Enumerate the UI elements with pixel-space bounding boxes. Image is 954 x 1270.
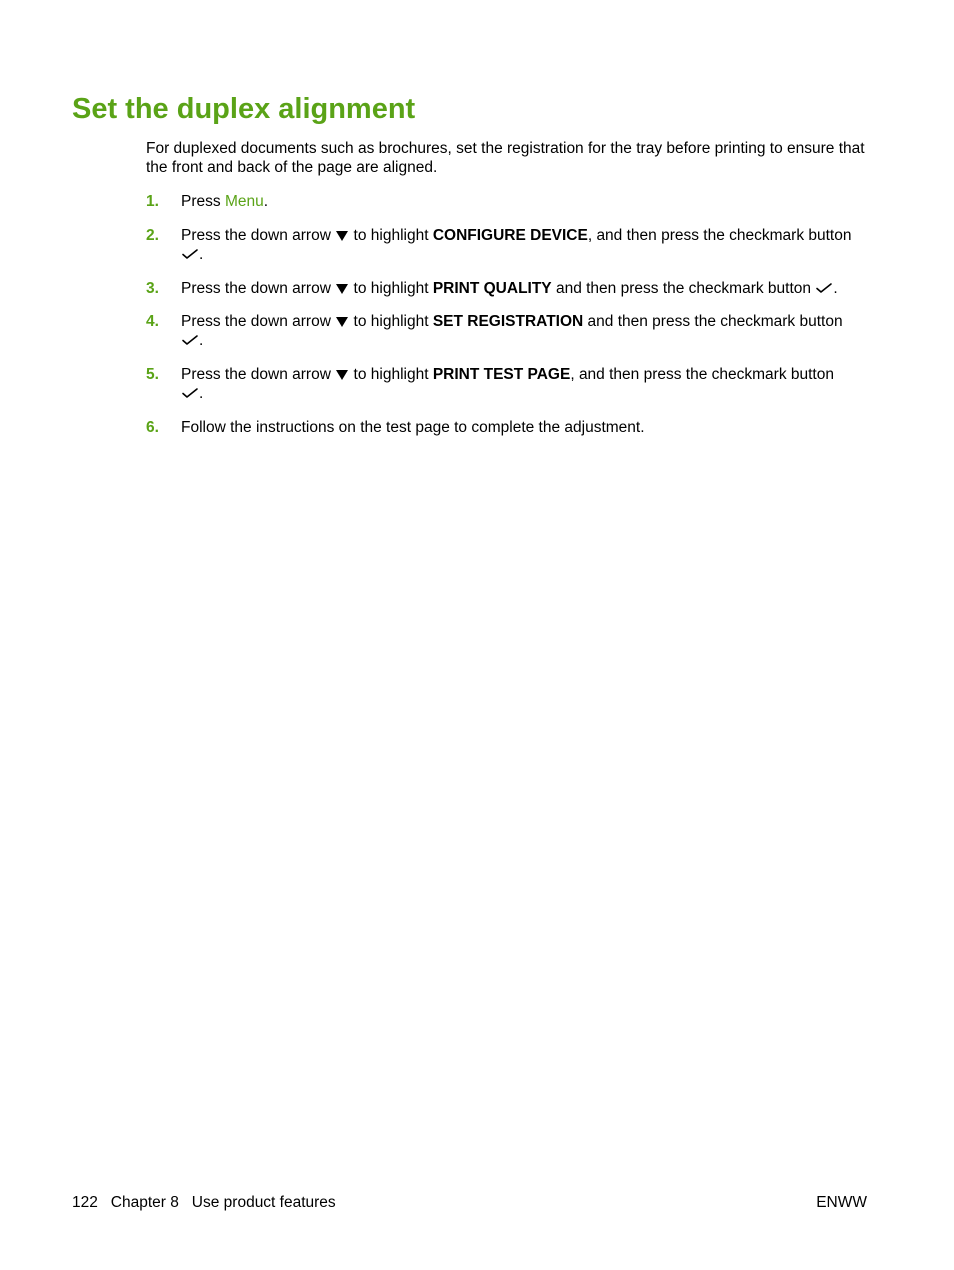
step-text-post: , and then press the checkmark button — [570, 366, 834, 383]
step-text-pre: Press the down arrow — [181, 227, 331, 244]
step-text — [181, 192, 886, 211]
step-text-post: and then press the checkmark button — [583, 313, 843, 330]
step-number: 5. — [146, 366, 159, 383]
intro-paragraph: For duplexed documents such as brochures, set the registration for the tray before printing to ensure that the front and back of the page are aligned. — [146, 140, 865, 176]
step-text-mid: to highlight — [349, 366, 433, 383]
checkmark-icon — [181, 248, 199, 260]
step-keyword: PRINT TEST PAGE — [432, 366, 571, 383]
down-arrow-icon — [336, 284, 348, 294]
step-text — [181, 279, 886, 298]
checkmark-icon — [181, 334, 199, 346]
checkmark-icon — [181, 387, 199, 399]
step-text-post: , and then press the checkmark button — [587, 227, 852, 244]
down-arrow-icon — [336, 231, 348, 241]
step-text — [181, 226, 886, 264]
step-text-end: . — [199, 246, 204, 263]
step-text-post: . — [263, 193, 269, 210]
step-number: 2. — [146, 227, 159, 244]
footer-left — [72, 1193, 336, 1212]
checkmark-icon — [815, 282, 833, 294]
step-text-pre: Press the down arrow — [181, 366, 331, 383]
step-text-post: and then press the checkmark button — [551, 280, 812, 297]
footer-chapter: Chapter 8 — [110, 1194, 179, 1211]
step-text-pre: Press the down arrow — [181, 313, 331, 330]
step-number: 4. — [146, 313, 159, 330]
step-text-pre: Press the down arrow — [181, 280, 331, 297]
step-text-mid: to highlight — [349, 227, 433, 244]
page-title: Set the duplex alignment — [72, 93, 416, 125]
footer-right: ENWW — [816, 1194, 867, 1211]
menu-link[interactable]: Menu — [224, 193, 264, 210]
step-text: Follow the instructions on the test page to complete the adjustment. — [181, 419, 645, 436]
step-text-end: . — [199, 385, 204, 402]
step-number: 3. — [146, 280, 159, 297]
down-arrow-icon — [336, 317, 348, 327]
step-keyword: CONFIGURE DEVICE — [432, 227, 588, 244]
footer-section: Use product features — [191, 1194, 336, 1211]
footer-page-number: 122 — [72, 1194, 98, 1211]
down-arrow-icon — [336, 370, 348, 380]
step-text — [181, 312, 886, 350]
step-text-pre: Press — [181, 193, 225, 210]
step-number: 1. — [146, 193, 159, 210]
step-number: 6. — [146, 419, 159, 436]
step-keyword: SET REGISTRATION — [432, 313, 584, 330]
step-text-mid: to highlight — [349, 280, 433, 297]
step-text — [181, 365, 886, 403]
step-text-end: . — [199, 332, 204, 349]
step-text-mid: to highlight — [349, 313, 433, 330]
step-text-end: . — [833, 280, 838, 297]
step-keyword: PRINT QUALITY — [432, 280, 552, 297]
